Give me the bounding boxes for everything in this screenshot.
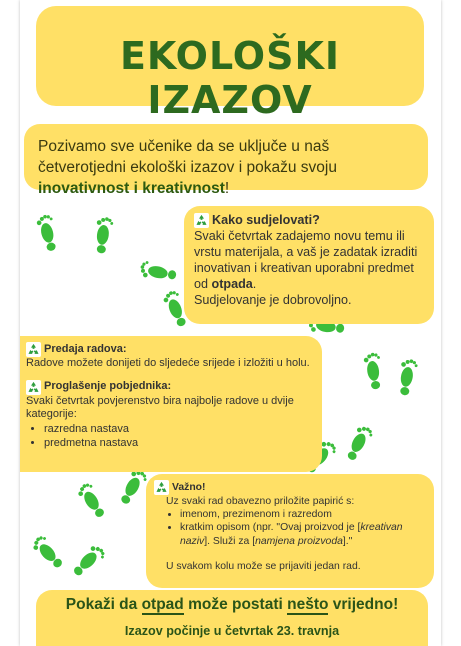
- footprint-icon: [27, 531, 67, 573]
- footprint-icon: [395, 355, 420, 398]
- how-heading: Kako sudjelovati?: [194, 212, 428, 228]
- recycle-icon: [26, 380, 41, 395]
- entry-limit-note: U svakom kolu može se prijaviti jedan rad.: [166, 560, 361, 572]
- how-text: Svaki četvrtak zadajemo novu temu ili vrstu materijala, a vaš je zadatak izraditi inovativan i kreativan uporabni predmet od otpada.: [194, 229, 418, 291]
- voluntary-note: Sudjelovanje je dobrovoljno.: [194, 293, 352, 307]
- list-item: • predmetna nastava: [44, 437, 318, 451]
- important-list: [154, 508, 428, 548]
- start-date: Izazov počinje u četvrtak 23. travnja: [124, 624, 340, 638]
- important-heading: Važno!: [154, 480, 428, 495]
- footprint-icon: [73, 478, 109, 521]
- footprint-icon: [33, 210, 60, 253]
- poster: [20, 0, 441, 646]
- intro-text: Pozivamo sve učenike da se uključe u naš četverotjedni ekološki izazov i pokažu svoju inovativnost i kreativnost!: [38, 138, 337, 197]
- list-item: • imenom, prezimenom i razredom: [180, 508, 428, 521]
- intro-box: [24, 124, 428, 197]
- submission-box: [20, 336, 322, 472]
- recycle-icon: [194, 213, 209, 228]
- recycle-icon: [154, 480, 169, 495]
- winners-heading: Proglašenje pobjednika:: [26, 380, 318, 395]
- winners-text: Svaki četvrtak povjerenstvo bira najbolje radove u dvije kategorije:: [26, 394, 294, 420]
- footprint-icon: [68, 540, 109, 581]
- important-text: Uz svaki rad obavezno priložite papirić s:: [166, 496, 355, 507]
- footprint-icon: [361, 349, 384, 391]
- footprint-icon: [136, 259, 179, 285]
- recycle-icon: [26, 342, 41, 357]
- list-item: • razredna nastava: [44, 423, 318, 437]
- submission-heading: Predaja radova:: [26, 342, 318, 357]
- intro-highlight: inovativnost i kreativnost: [38, 180, 225, 197]
- submission-text: Radove možete donijeti do sljedeće srijede i izložiti u holu.: [26, 357, 310, 369]
- how-to-participate-box: [184, 206, 434, 324]
- footprint-icon: [91, 213, 114, 255]
- category-list: [26, 423, 318, 451]
- slogan: Pokaži da otpad može postati nešto vrijedno!: [65, 596, 399, 613]
- important-box: [146, 474, 434, 588]
- title-banner: [36, 6, 424, 122]
- list-item: • kratkim opisom (npr. "Ovaj proizvod je [kreativan naziv]. Služi za [namjena proizvoda].": [180, 521, 428, 547]
- footer-banner: [36, 590, 428, 646]
- poster-title: EKOLOŠKI IZAZOV: [119, 34, 341, 122]
- footprint-icon: [342, 420, 377, 464]
